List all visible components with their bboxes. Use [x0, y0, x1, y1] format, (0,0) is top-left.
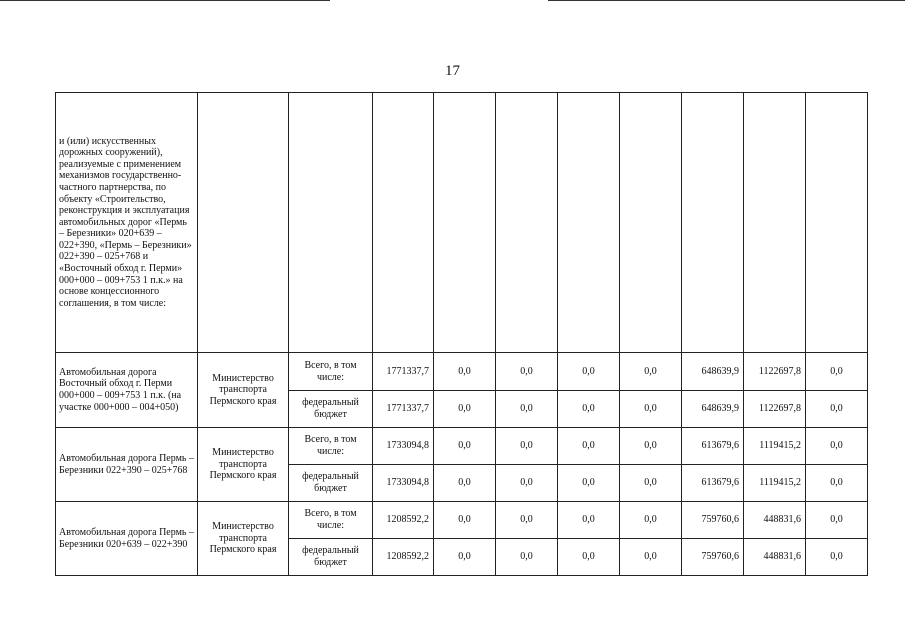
value-cell: 613679,6 — [682, 428, 744, 465]
object-name-cell: Автомобильная дорога Восточный обход г. Перми 000+000 – 009+753 1 п.к. (на участке 000+000 – 004+050) — [56, 353, 198, 428]
executor-cell: Министерство транспорта Пермского края — [198, 502, 289, 576]
empty-cell — [744, 93, 806, 353]
value-cell: 0,0 — [620, 391, 682, 428]
page-number: 17 — [445, 63, 460, 79]
table-row — [56, 428, 868, 465]
value-cell: 648639,9 — [682, 353, 744, 391]
value-cell: 759760,6 — [682, 539, 744, 576]
value-cell: 0,0 — [496, 391, 558, 428]
object-name-cell: Автомобильная дорога Пермь – Березники 020+639 – 022+390 — [56, 502, 198, 576]
value-cell: 448831,6 — [744, 539, 806, 576]
empty-cell — [682, 93, 744, 353]
value-cell: 0,0 — [620, 465, 682, 502]
value-cell: 0,0 — [558, 502, 620, 539]
value-cell: 759760,6 — [682, 502, 744, 539]
value-cell: 0,0 — [558, 465, 620, 502]
value-cell: 1208592,2 — [373, 539, 434, 576]
page-edge-line — [0, 0, 330, 1]
value-cell: 0,0 — [496, 465, 558, 502]
value-cell: 0,0 — [434, 502, 496, 539]
value-cell: 0,0 — [620, 502, 682, 539]
funding-source-cell: Всего, в том числе: — [289, 428, 373, 465]
value-cell: 0,0 — [806, 428, 868, 465]
value-cell: 0,0 — [806, 353, 868, 391]
intro-row — [56, 93, 868, 353]
intro-object-cell: и (или) искусственных дорожных сооружений), реализуемые с применением механизмов государственно-частного партнерства, по объекту «Строительство, реконструкция и эксплуатация автомобильных дорог «Пермь – Березники» 020+639 – 022+390, «Пермь – Березники» 022+390 – 025+768 и «Восточный обход г. Перми» 000+000 – 009+753 1 п.к.» на основе концессионного соглашения, в том числе: — [56, 93, 198, 353]
value-cell: 613679,6 — [682, 465, 744, 502]
value-cell: 1122697,8 — [744, 391, 806, 428]
empty-cell — [806, 93, 868, 353]
value-cell: 0,0 — [496, 539, 558, 576]
executor-cell: Министерство транспорта Пермского края — [198, 353, 289, 428]
value-cell: 0,0 — [620, 353, 682, 391]
object-name-cell: Автомобильная дорога Пермь – Березники 022+390 – 025+768 — [56, 428, 198, 502]
value-cell: 0,0 — [806, 391, 868, 428]
empty-cell — [496, 93, 558, 353]
value-cell: 0,0 — [558, 353, 620, 391]
table-row — [56, 502, 868, 539]
value-cell: 0,0 — [434, 539, 496, 576]
value-cell: 648639,9 — [682, 391, 744, 428]
table-row — [56, 353, 868, 391]
value-cell: 0,0 — [434, 391, 496, 428]
empty-cell — [620, 93, 682, 353]
value-cell: 1119415,2 — [744, 428, 806, 465]
value-cell: 1119415,2 — [744, 465, 806, 502]
value-cell: 0,0 — [558, 539, 620, 576]
value-cell: 0,0 — [434, 465, 496, 502]
value-cell: 0,0 — [806, 539, 868, 576]
value-cell: 1208592,2 — [373, 502, 434, 539]
funding-source-cell: федеральный бюджет — [289, 539, 373, 576]
budget-table — [55, 92, 868, 576]
empty-cell — [198, 93, 289, 353]
executor-cell: Министерство транспорта Пермского края — [198, 428, 289, 502]
value-cell: 0,0 — [434, 428, 496, 465]
value-cell: 1771337,7 — [373, 391, 434, 428]
value-cell: 1771337,7 — [373, 353, 434, 391]
value-cell: 0,0 — [558, 428, 620, 465]
funding-source-cell: федеральный бюджет — [289, 465, 373, 502]
value-cell: 0,0 — [558, 391, 620, 428]
page-edge-line — [548, 0, 905, 1]
value-cell: 1122697,8 — [744, 353, 806, 391]
value-cell: 0,0 — [496, 428, 558, 465]
value-cell: 0,0 — [806, 465, 868, 502]
funding-source-cell: федеральный бюджет — [289, 391, 373, 428]
empty-cell — [373, 93, 434, 353]
value-cell: 0,0 — [620, 428, 682, 465]
value-cell: 0,0 — [806, 502, 868, 539]
empty-cell — [289, 93, 373, 353]
empty-cell — [558, 93, 620, 353]
funding-source-cell: Всего, в том числе: — [289, 502, 373, 539]
value-cell: 0,0 — [620, 539, 682, 576]
empty-cell — [434, 93, 496, 353]
value-cell: 448831,6 — [744, 502, 806, 539]
value-cell: 1733094,8 — [373, 428, 434, 465]
value-cell: 0,0 — [496, 353, 558, 391]
value-cell: 1733094,8 — [373, 465, 434, 502]
value-cell: 0,0 — [434, 353, 496, 391]
funding-source-cell: Всего, в том числе: — [289, 353, 373, 391]
value-cell: 0,0 — [496, 502, 558, 539]
